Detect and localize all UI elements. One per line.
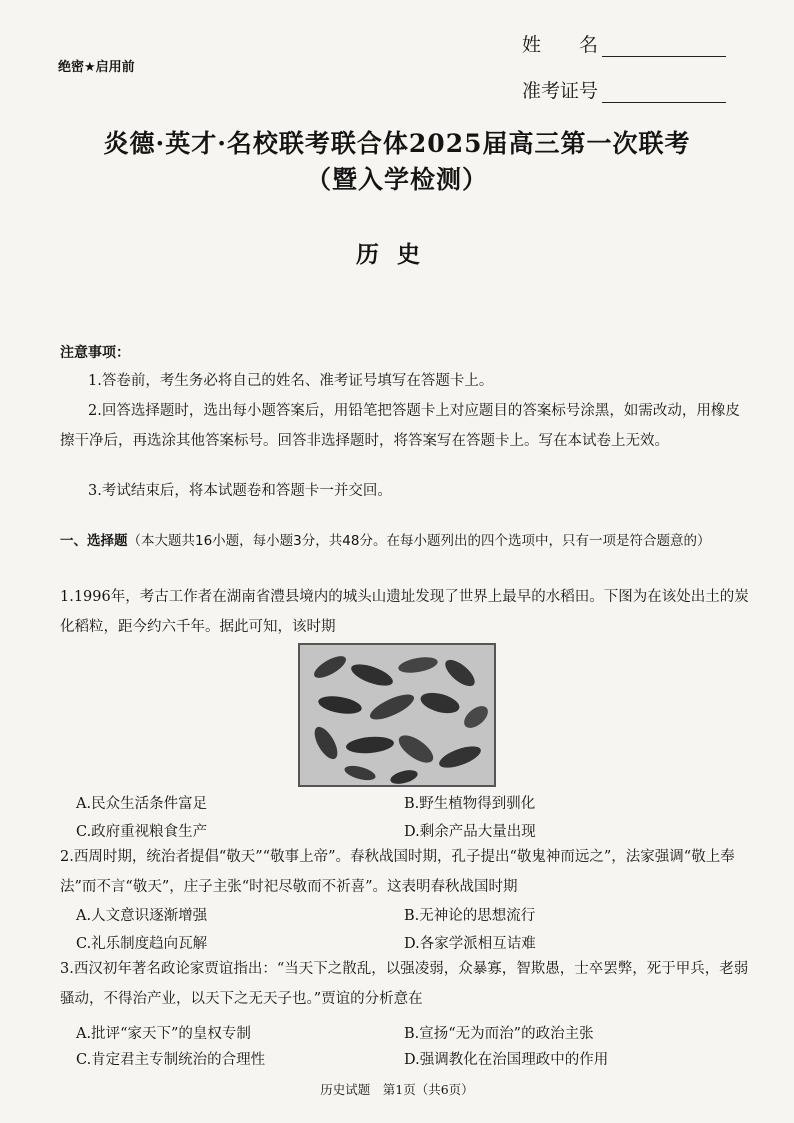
carbonized-rice-photo <box>298 643 496 787</box>
notice-item: 1.答卷前，考生务必将自己的姓名、准考证号填写在答题卡上。 <box>88 373 494 389</box>
id-label: 准考证号 <box>522 80 599 102</box>
question-3-stem: 3.西汉初年著名政论家贾谊指出：“当天下之散乱，以强凌弱，众暴寡，智欺愚，士卒罢弊，死于甲兵，老弱骚动，不得治产业，以天下之无天子也。”贾谊的分析意在 <box>60 961 749 1007</box>
question-3-option-a: A.批评“家天下”的皇权专制 <box>76 1026 251 1042</box>
question-2-option-c: C.礼乐制度趋向瓦解 <box>76 936 208 952</box>
subject-title: 历史 <box>356 241 438 268</box>
question-1-option-b: B.野生植物得到驯化 <box>404 796 536 812</box>
question-3-option-c: C.肯定君主专制统治的合理性 <box>76 1052 266 1068</box>
notice-item: 2.回答选择题时，选出每小题答案后，用铅笔把答题卡上对应题目的答案标号涂黑，如需改动，用橡皮擦干净后，再选涂其他答案标号。回答非选择题时，将答案写在答题卡上。写在本试卷上无效。 <box>60 403 740 449</box>
question-3-option-d: D.强调教化在治国理政中的作用 <box>404 1052 609 1068</box>
name-field <box>522 30 726 57</box>
name-label: 姓 名 <box>522 34 599 56</box>
question-2-option-a: A.人文意识逐渐增强 <box>76 908 208 924</box>
exam-title: 炎德·英才·名校联考联合体2025届高三第一次联考 <box>103 129 691 158</box>
notice-item: 3.考试结束后，将本试题卷和答题卡一并交回。 <box>88 483 392 499</box>
page-footer: 历史试题 第1页（共6页） <box>320 1082 474 1097</box>
section-heading <box>60 528 750 554</box>
name-blank <box>602 36 726 57</box>
id-blank <box>602 82 726 103</box>
question-2-option-d: D.各家学派相互诘难 <box>404 936 536 952</box>
rice-grains-image <box>300 645 494 785</box>
confidential-label: 绝密★启用前 <box>58 60 135 75</box>
notice-heading: 注意事项： <box>60 345 130 361</box>
section-instruction: （本大题共16小题，每小题3分，共48分。在每小题列出的四个选项中，只有一项是符合题意的） <box>127 533 711 549</box>
question-1-option-d: D.剩余产品大量出现 <box>404 824 536 840</box>
question-2-option-b: B.无神论的思想流行 <box>404 908 536 924</box>
exam-subtitle: （暨入学检测） <box>305 165 488 194</box>
section-title: 一、选择题 <box>60 533 128 549</box>
question-3-option-b: B.宣扬“无为而治”的政治主张 <box>404 1026 594 1042</box>
question-2-stem: 2.西周时期，统治者提倡“敬天”“敬事上帝”。春秋战国时期，孔子提出“敬鬼神而远之”，法家强调“敬上奉法”而不言“敬天”，庄子主张“时祀尽敬而不祈喜”。这表明春秋战国时期 <box>60 849 735 895</box>
question-1-option-c: C.政府重视粮食生产 <box>76 824 208 840</box>
question-1-stem: 1.1996年，考古工作者在湖南省澧县境内的城头山遗址发现了世界上最早的水稻田。下图为在该处出土的炭化稻粒，距今约六千年。据此可知，该时期 <box>60 589 749 635</box>
question-1-option-a: A.民众生活条件富足 <box>76 796 208 812</box>
id-field <box>522 76 726 103</box>
